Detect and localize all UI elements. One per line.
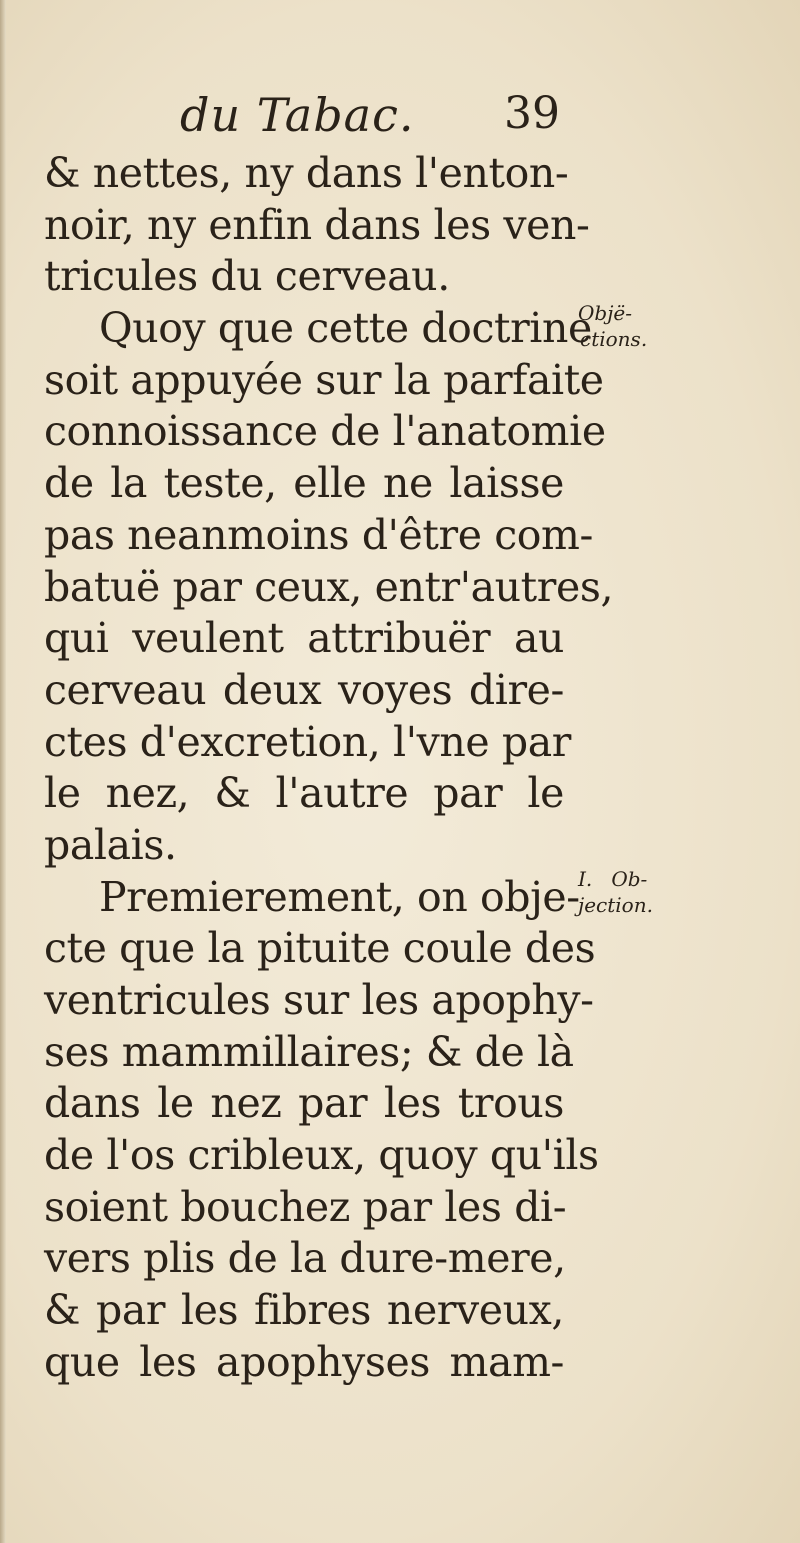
running-title: du Tabac. [180, 88, 415, 142]
text-line: soient bouchez par les di- [44, 1182, 567, 1231]
paragraph-start-line: Premierement, on obje- [99, 872, 580, 921]
text-line: noir, ny enfin dans les ven- [44, 200, 590, 249]
margin-note-line: Objë- [578, 301, 632, 325]
text-line: & nettes, ny dans l'enton- [44, 149, 569, 197]
text-line: cerveau deux voyes dire- [44, 665, 564, 714]
text-line: & par les fibres nerveux, [44, 1286, 564, 1335]
text-line: dans le nez par les trous [44, 1079, 564, 1128]
margin-note-line: jection. [578, 893, 653, 917]
text-line: de l'os cribleux, quoy qu'ils [44, 1131, 599, 1180]
text-line: tricules du cerveau. [44, 252, 450, 301]
margin-note-line: ctions. [580, 327, 648, 351]
text-line: qui veulent attribuër au [44, 614, 564, 663]
page-header [180, 88, 560, 144]
text-line: ses mammillaires; & de là [44, 1027, 574, 1076]
text-line: le nez, & l'autre par le [44, 769, 564, 818]
page-number: 39 [504, 88, 560, 139]
text-line: connoissance de l'anatomie [44, 407, 606, 456]
text-line: que les apophyses mam- [44, 1337, 564, 1386]
text-line: soit appuyée sur la parfaite [44, 355, 604, 404]
margin-note-objections [578, 300, 688, 352]
text-line: cte que la pituite coule des [44, 924, 596, 973]
margin-note-first-objection [578, 866, 688, 918]
text-line: palais. [44, 820, 177, 869]
page-gutter [0, 0, 6, 1543]
text-line: ventricules sur les apophy- [44, 976, 594, 1024]
text-line: pas neanmoins d'être com- [44, 510, 593, 559]
text-line: batuë par ceux, entr'autres, [44, 562, 614, 611]
paragraph-start-line: Quoy que cette doctrine [99, 304, 592, 353]
text-line: ctes d'excretion, l'vne par [44, 717, 571, 766]
text-line: vers plis de la dure-mere, [44, 1234, 566, 1283]
margin-note-line: I. Ob- [578, 867, 648, 891]
text-line: de la teste, elle ne laisse [44, 459, 564, 508]
